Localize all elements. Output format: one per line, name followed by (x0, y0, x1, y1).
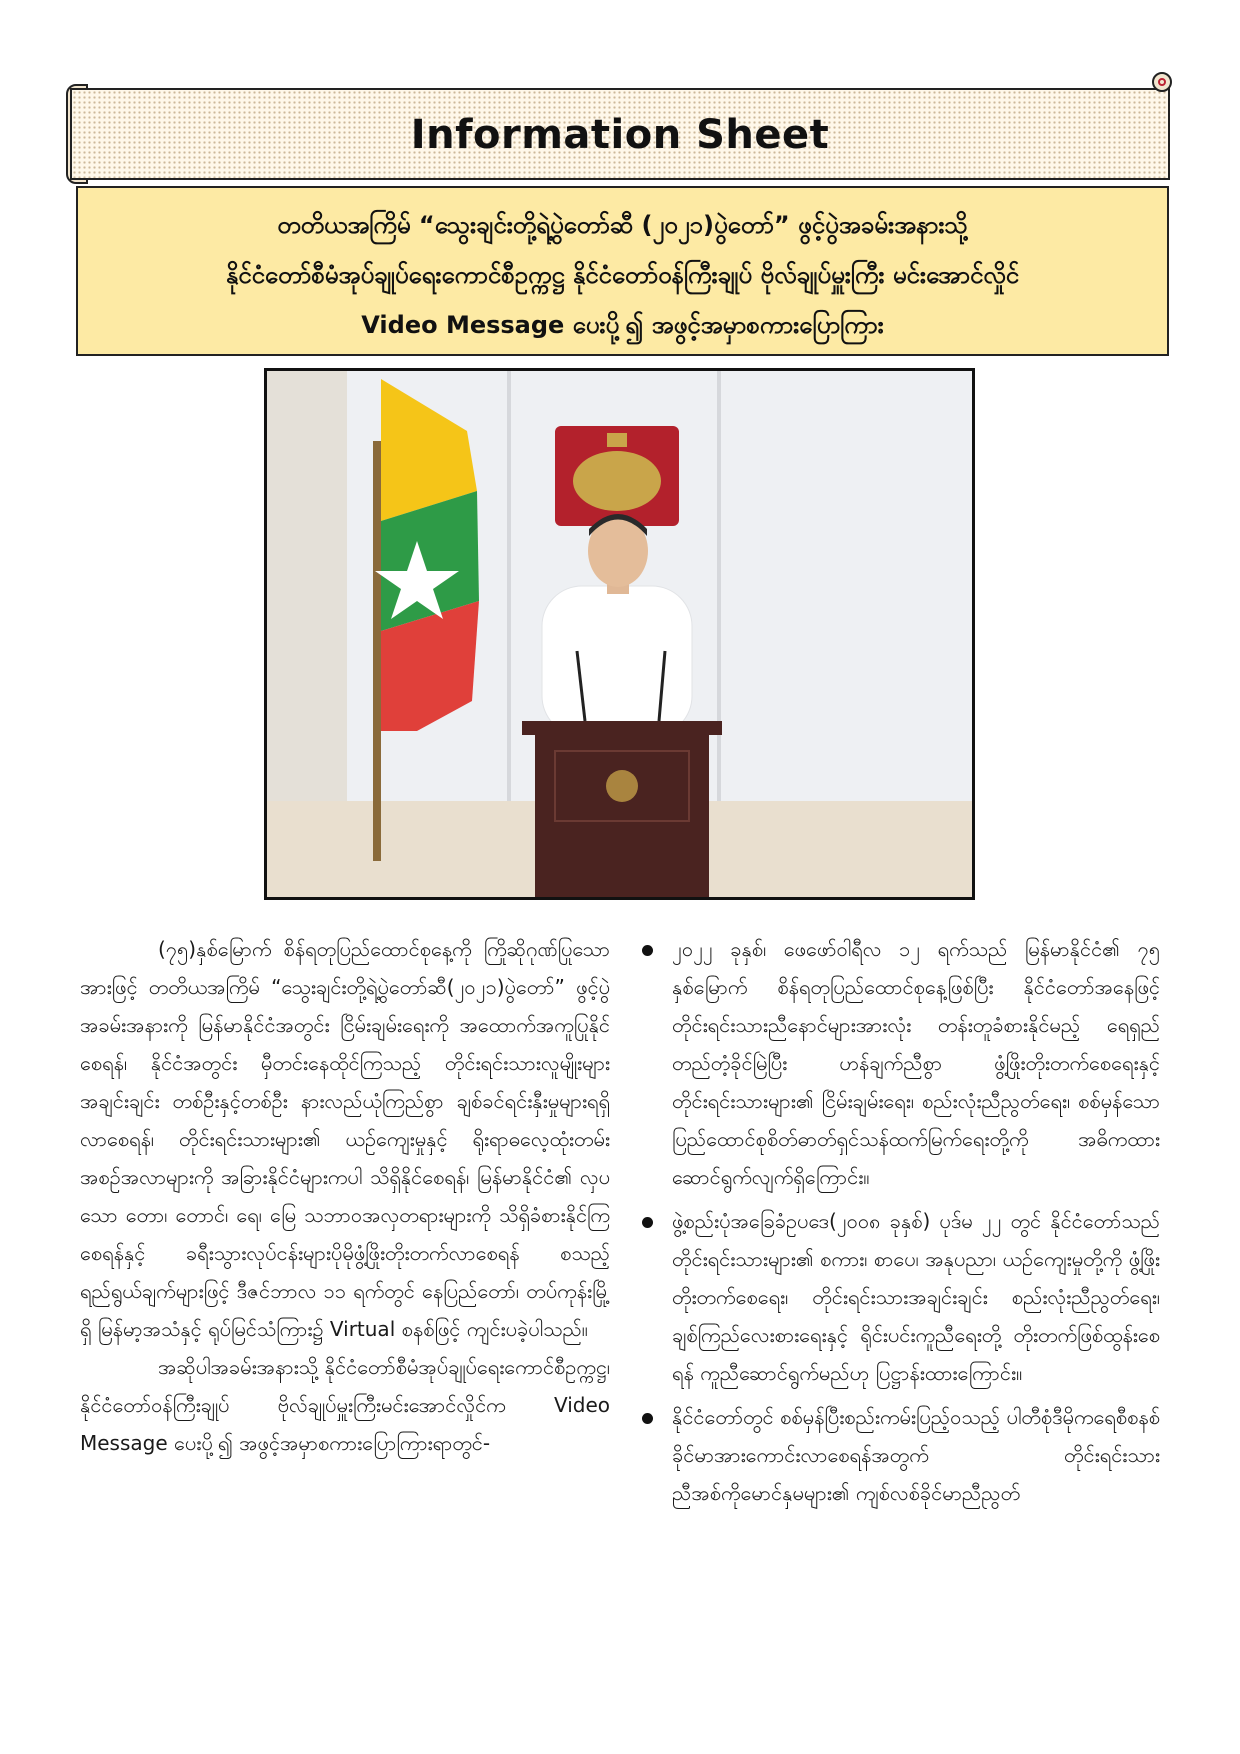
state-emblem (555, 426, 679, 526)
podium (522, 721, 722, 897)
right-column (640, 930, 1160, 1518)
list-item (640, 930, 1160, 1196)
title-banner (70, 88, 1170, 180)
bullet-text-1: ၂၀၂၂ ခုနှစ်၊ ဖေဖော်ဝါရီလ ၁၂ ရက်သည် မြန်မာနိုင်ငံ၏ ၇၅ နှစ်မြောက် စိန်ရတုပြည်ထောင်စုနေ့ဖြစ်ပြီး နိုင်ငံတော်အနေဖြင့် တိုင်းရင်းသားညီနောင်များအားလုံး တန်းတူခံစားနိုင်မည့် ရေရှည်တည်တံ့ခိုင်မြဲပြီး ဟန်ချက်ညီစွာ ဖွံ့ဖြိုးတိုးတက်စေရေးနှင့် တိုင်းရင်းသားများ၏ ငြိမ်းချမ်းရေး၊ စည်းလုံးညီညွတ်ရေး၊ စစ်မှန်သော ပြည်ထောင်စုစိတ်ဓာတ်ရှင်သန်ထက်မြက်ရေးတို့ကို အဓိကထားဆောင်ရွက်လျက်ရှိကြောင်း။ (672, 937, 1160, 1189)
news-photo (264, 368, 975, 900)
headline-line-1: တတိယအကြိမ် “သွေးချင်းတို့ရဲ့ပွဲတော်ဆီ (၂၀၂၁)ပွဲတော်” ဖွင့်ပွဲအခမ်းအနားသို့ (277, 211, 968, 239)
national-flag (375, 379, 479, 731)
bullet-dot-icon (642, 1413, 653, 1424)
headline-line-3: Video Message ပေးပို့၍ အဖွင့်အမှာစကားပြောကြား (361, 311, 884, 339)
bullet-list (640, 930, 1160, 1512)
page-title: Information Sheet (410, 112, 830, 158)
body-paragraph-2: အဆိုပါအခမ်းအနားသို့ နိုင်ငံတော်စီမံအုပ်ချုပ်ရေးကောင်စီဥက္ကဋ္ဌ၊ နိုင်ငံတော်ဝန်ကြီးချုပ် ဗိုလ်ချုပ်မှူးကြီးမင်းအောင်လှိုင်က Video Message ပေးပို့၍ အဖွင့်အမှာစကားပြောကြားရာတွင်- (80, 1355, 610, 1455)
list-item (640, 1202, 1160, 1392)
headline-box (76, 186, 1169, 356)
flag-pole (373, 441, 381, 861)
list-item (640, 1398, 1160, 1512)
body-paragraph-1: (၇၅)နှစ်မြောက် စိန်ရတုပြည်ထောင်စုနေ့ကို ကြိုဆိုဂုဏ်ပြုသောအားဖြင့် တတိယအကြိမ် “သွေးချင်းတို့ရဲ့ပွဲတော်ဆီ(၂၀၂၁)ပွဲတော်” ဖွင့်ပွဲအခမ်းအနားကို မြန်မာနိုင်ငံအတွင်း ငြိမ်းချမ်းရေးကို အထောက်အကူပြုနိုင်စေရန်၊ နိုင်ငံအတွင်း မှီတင်းနေထိုင်ကြသည့် တိုင်းရင်းသားလူမျိုးများအချင်းချင်း တစ်ဦးနှင့်တစ်ဦး နားလည်ယုံကြည်စွာ ချစ်ခင်ရင်းနှီးမှုများရရှိလာစေရန်၊ တိုင်းရင်းသားများ၏ ယဉ်ကျေးမှုနှင့် ရိုးရာဓလေ့ထုံးတမ်းအစဉ်အလာများကို အခြားနိုင်ငံများကပါ သိရှိနိုင်စေရန်၊ မြန်မာနိုင်ငံ၏ လှပသော တော၊ တောင်၊ ရေ၊ မြေ သဘာဝအလှတရားများကို သိရှိခံစားနိုင်ကြစေရန်နှင့် ခရီးသွားလုပ်ငန်းများပိုမိုဖွံ့ဖြိုးတိုးတက်လာစေရန် စသည့်ရည်ရွယ်ချက်များဖြင့် ဒီဇင်ဘာလ ၁၁ ရက်တွင် နေပြည်တော်၊ တပ်ကုန်းမြို့ရှိ မြန်မာ့အသံနှင့် ရုပ်မြင်သံကြား၌ Virtual စနစ်ဖြင့် ကျင်းပခဲ့ပါသည်။ (80, 937, 610, 1341)
bullet-text-3: နိုင်ငံတော်တွင် စစ်မှန်ပြီးစည်းကမ်းပြည့်ဝသည့် ပါတီစုံဒီမိုကရေစီစနစ် ခိုင်မာအားကောင်းလာစေရန်အတွက် တိုင်းရင်းသားညီအစ်ကိုမောင်နှမများ၏ ကျစ်လစ်ခိုင်မာညီညွတ် (672, 1405, 1160, 1505)
scroll-right-curl (1152, 72, 1172, 92)
bullet-dot-icon (642, 945, 653, 956)
bullet-text-2: ဖွဲ့စည်းပုံအခြေခံဥပဒေ(၂၀၀၈ ခုနှစ်) ပုဒ်မ ၂၂ တွင် နိုင်ငံတော်သည် တိုင်းရင်းသားများ၏ စကား၊ စာပေ၊ အနုပညာ၊ ယဉ်ကျေးမှုတို့ကို ဖွံ့ဖြိုးတိုးတက်စေရေး၊ တိုင်းရင်းသားအချင်းချင်း စည်းလုံးညီညွတ်ရေး၊ ချစ်ကြည်လေးစားရေးနှင့် ရိုင်းပင်းကူညီရေးတို့ တိုးတက်ဖြစ်ထွန်းစေရန် ကူညီဆောင်ရွက်မည်ဟု ပြဋ္ဌာန်းထားကြောင်း။ (672, 1209, 1160, 1385)
photo-illustration (267, 371, 972, 897)
left-column (80, 930, 610, 1462)
headline-line-2: နိုင်ငံတော်စီမံအုပ်ချုပ်ရေးကောင်စီဥက္ကဋ္ဌ နိုင်ငံတော်ဝန်ကြီးချုပ် ဗိုလ်ချုပ်မှူးကြီး မင်းအောင်လှိုင် (225, 261, 1020, 289)
bullet-dot-icon (642, 1217, 653, 1228)
